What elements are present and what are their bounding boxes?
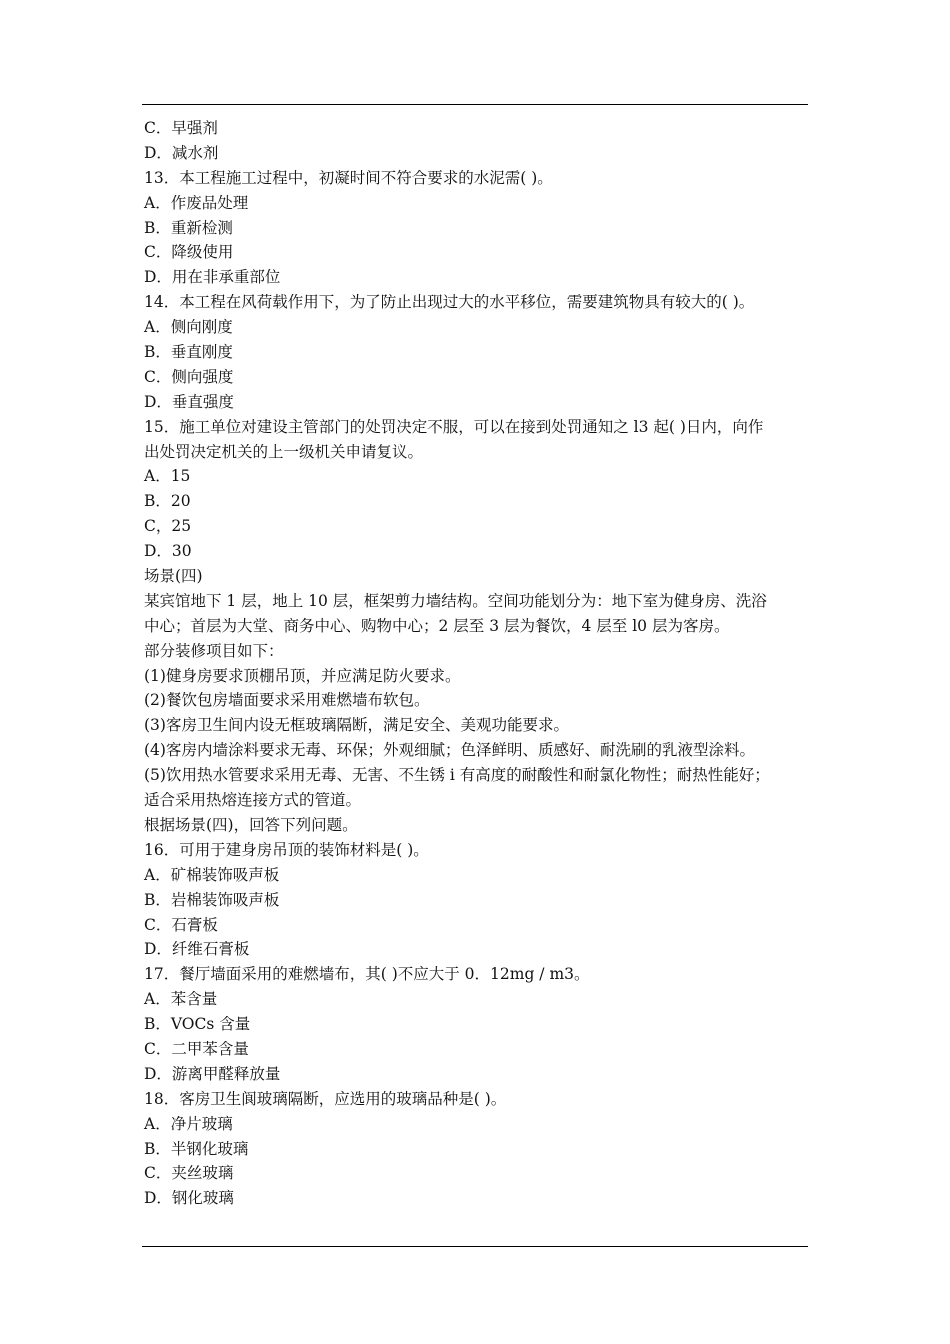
option-b-q17: B．VOCs 含量 bbox=[144, 1015, 251, 1034]
option-b-q13: B．重新检测 bbox=[144, 218, 233, 237]
option-b-q16: B．岩棉装饰吸声板 bbox=[144, 890, 280, 909]
option-a-q13: A．作废品处理 bbox=[144, 193, 249, 212]
scenario-item-1: (1)健身房要求顶棚吊顶，并应满足防火要求。 bbox=[144, 666, 461, 685]
scenario-heading: 场景(四) bbox=[144, 567, 203, 586]
option-d-q13: D．用在非承重部位 bbox=[144, 268, 281, 287]
option-b-q18: B．半钢化玻璃 bbox=[144, 1139, 249, 1158]
option-b-q15: B．20 bbox=[144, 492, 191, 511]
header-rule bbox=[142, 104, 808, 105]
option-c-q12: C．早强剂 bbox=[144, 119, 218, 137]
scenario-text-line-3: 部分装修项目如下： bbox=[144, 641, 284, 660]
question-18: 18．客房卫生阆玻璃隔断，应选用的玻璃品种是( )。 bbox=[144, 1089, 507, 1108]
scenario-instruction: 根据场景(四)，回答下列问题。 bbox=[144, 815, 358, 834]
option-a-q17: A．苯含量 bbox=[144, 990, 218, 1009]
question-14: 14．本工程在风荷载作用下，为了防止出现过大的水平移位，需要建筑物具有较大的( )。 bbox=[144, 293, 755, 312]
option-c-q13: C．降级使用 bbox=[144, 243, 234, 262]
option-d-q12: D．减水剂 bbox=[144, 143, 219, 162]
option-c-q18: C．夹丝玻璃 bbox=[144, 1164, 234, 1183]
scenario-text-line-2: 中心；首层为大堂、商务中心、购物中心；2 层至 3 层为餐饮，4 层至 l0 层为客房。 bbox=[144, 616, 730, 635]
option-d-q14: D．垂直强度 bbox=[144, 392, 234, 411]
option-a-q14: A．侧向刚度 bbox=[144, 318, 233, 337]
option-d-q16: D．纤维石膏板 bbox=[144, 940, 250, 959]
scenario-item-2: (2)餐饮包房墙面要求采用难燃墙布软包。 bbox=[144, 691, 430, 710]
option-a-q15: A．15 bbox=[144, 467, 191, 486]
scenario-item-3: (3)客房卫生间内设无框玻璃隔断，满足安全、美观功能要求。 bbox=[144, 716, 569, 735]
option-c-q17: C．二甲苯含量 bbox=[144, 1039, 249, 1058]
question-13: 13．本工程施工过程中，初凝时间不符合要求的水泥需( )。 bbox=[144, 168, 553, 187]
option-a-q18: A．净片玻璃 bbox=[144, 1114, 233, 1133]
scenario-item-4: (4)客房内墙涂料要求无毒、环保；外观细腻；色泽鲜明、质感好、耐洗刷的乳液型涂料。 bbox=[144, 741, 755, 760]
scenario-item-5-line-2: 适合采用热熔连接方式的管道。 bbox=[144, 791, 362, 810]
question-15-line-2: 出处罚决定机关的上一级机关申请复议。 bbox=[144, 442, 424, 461]
document-body bbox=[144, 116, 808, 1211]
question-16: 16．可用于建身房吊顶的装饰材料是( )。 bbox=[144, 840, 429, 859]
option-c-q16: C．石膏板 bbox=[144, 915, 218, 934]
option-c-q15: C，25 bbox=[144, 517, 192, 536]
option-a-q16: A．矿棉装饰吸声板 bbox=[144, 865, 280, 884]
question-17: 17．餐厅墙面采用的难燃墙布，其( )不应大于 0．12mg / m3。 bbox=[144, 965, 590, 984]
scenario-item-5-line-1: (5)饮用热水管要求采用无毒、无害、不生锈 i 有高度的耐酸性和耐氯化物性；耐热性能好； bbox=[144, 766, 770, 785]
option-c-q14: C．侧向强度 bbox=[144, 367, 234, 386]
option-d-q17: D．游离甲醛释放量 bbox=[144, 1064, 281, 1083]
footer-rule bbox=[142, 1246, 808, 1247]
option-d-q15: D．30 bbox=[144, 542, 192, 561]
option-d-q18: D．钢化玻璃 bbox=[144, 1189, 234, 1208]
scenario-text-line-1: 某宾馆地下 1 层，地上 10 层，框架剪力墙结构。空间功能划分为：地下室为健身房、洗浴 bbox=[144, 591, 767, 610]
option-b-q14: B．垂直刚度 bbox=[144, 343, 233, 362]
question-15-line-1: 15．施工单位对建设主管部门的处罚决定不服，可以在接到处罚通知之 l3 起( )日内，向作 bbox=[144, 417, 764, 436]
